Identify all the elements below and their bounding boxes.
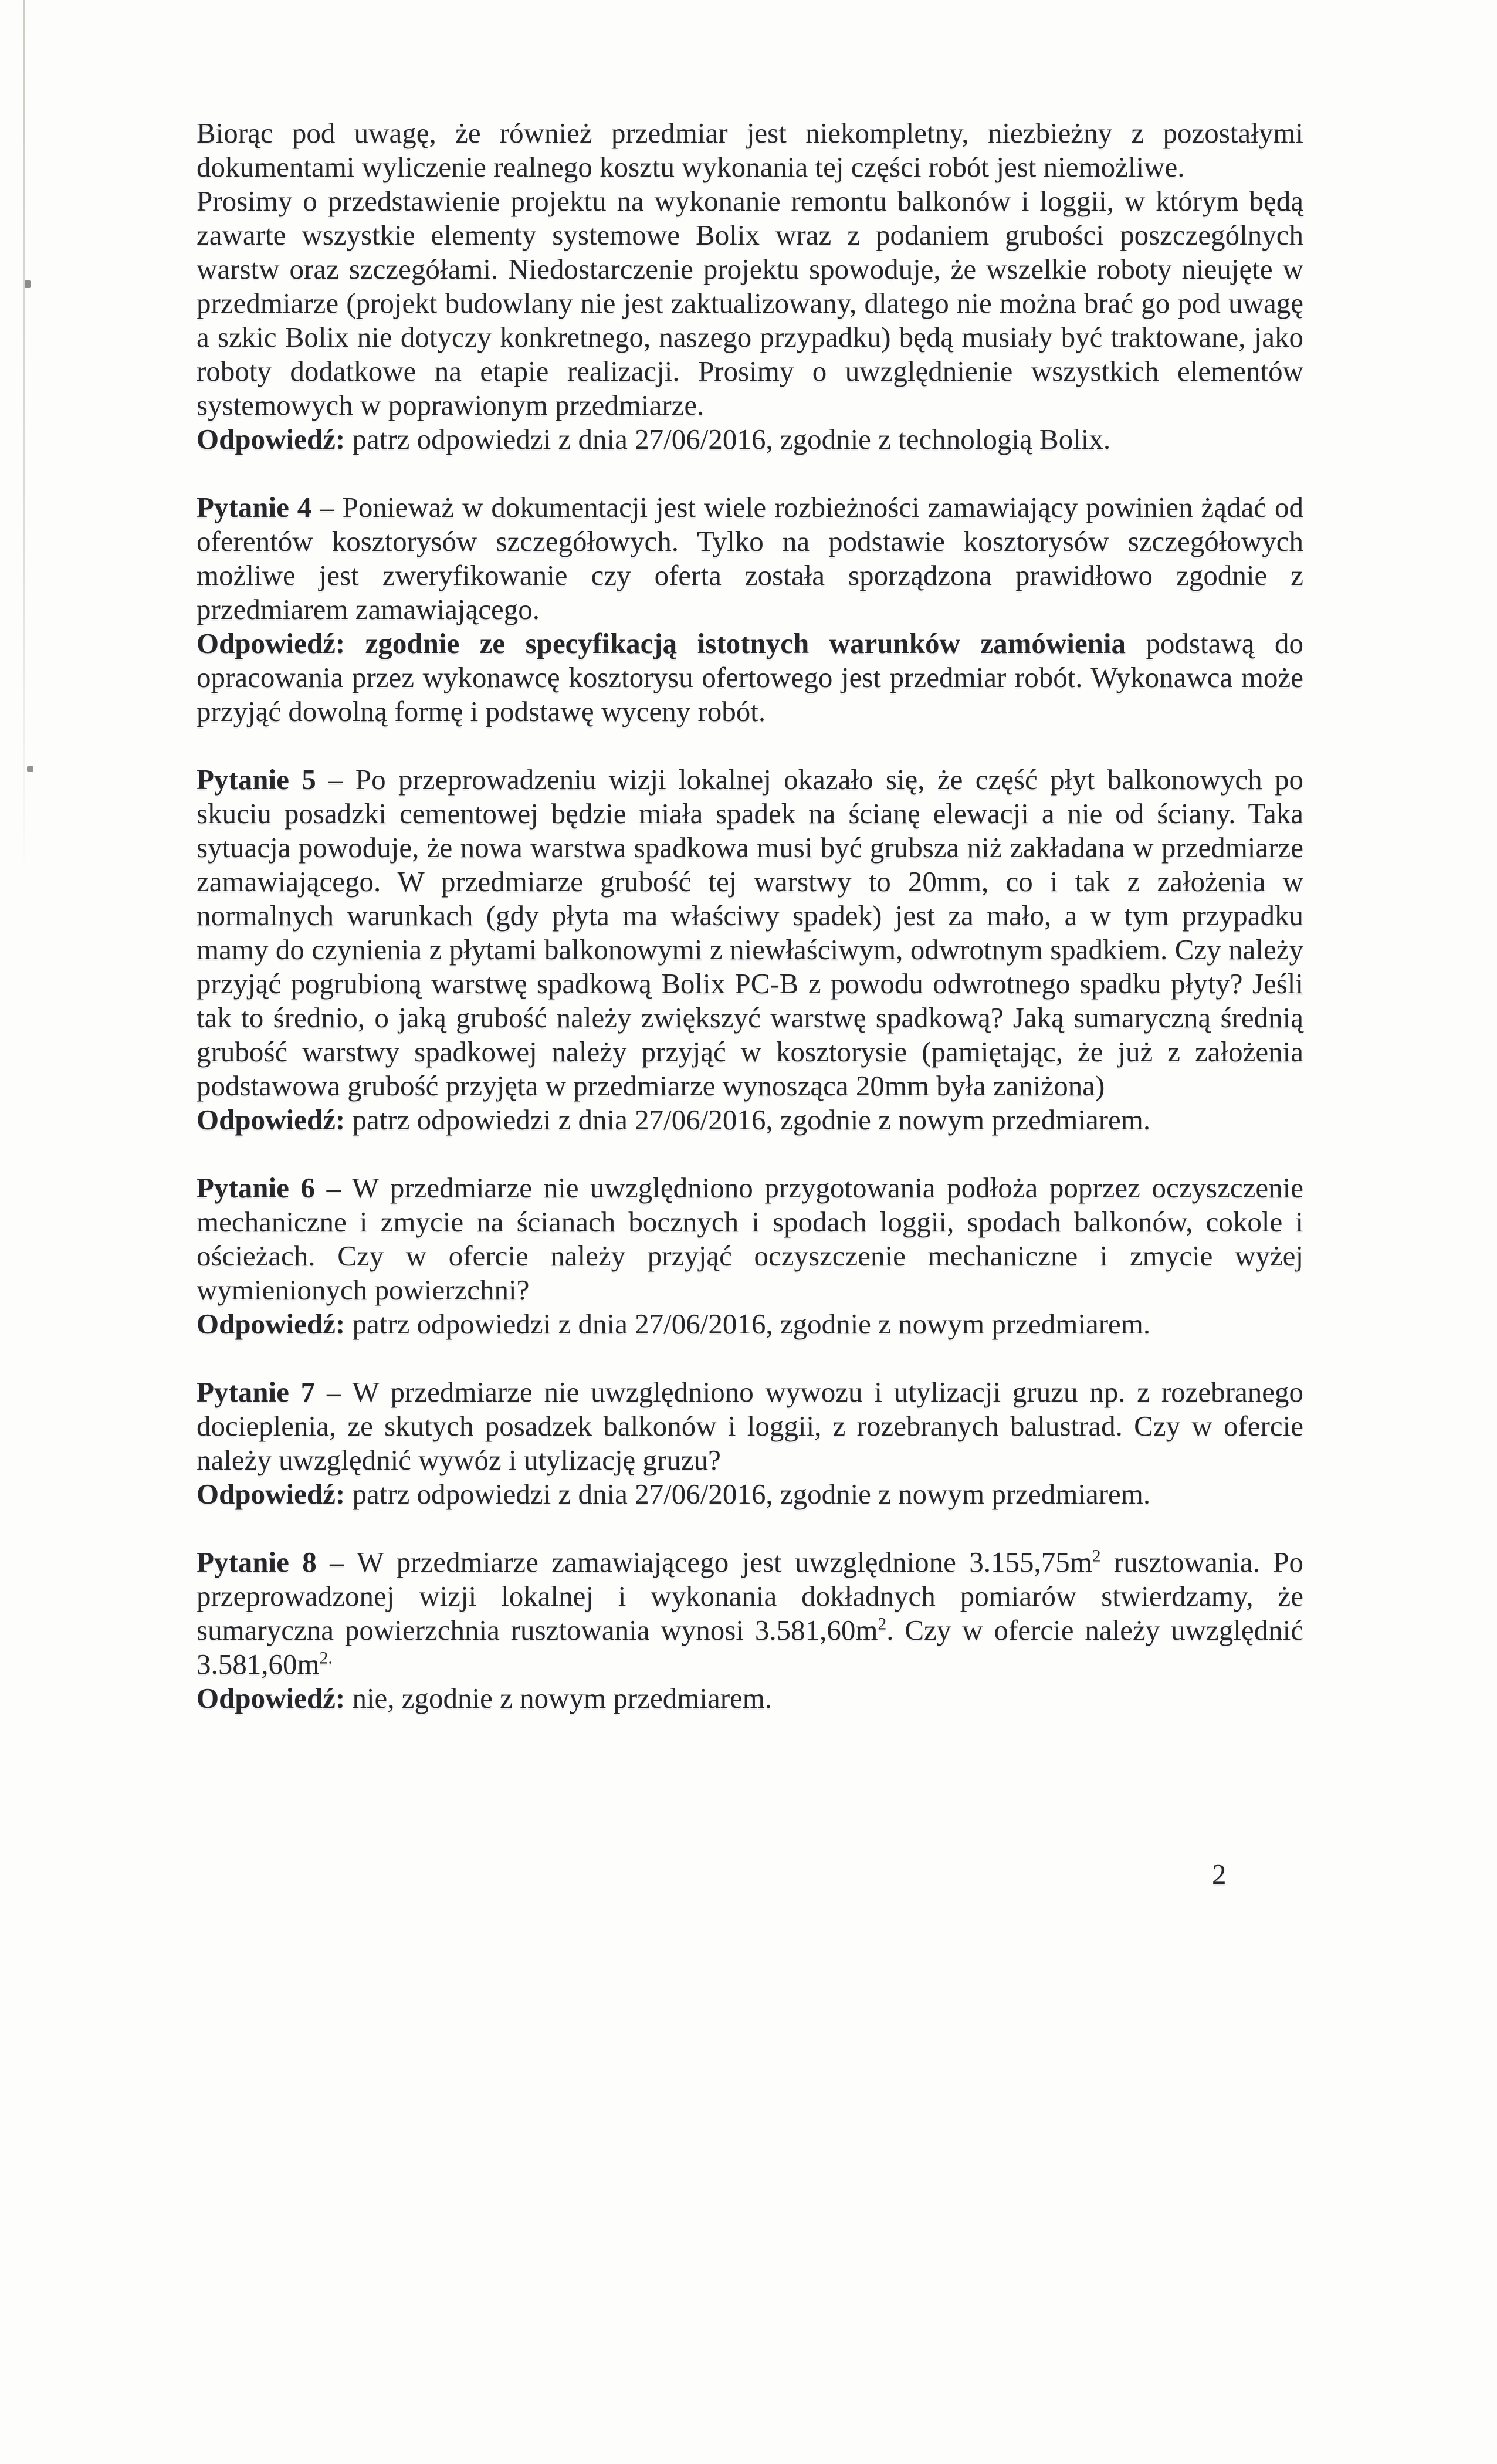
paragraph bbox=[197, 1103, 1303, 1137]
text-run: patrz odpowiedzi z dnia 27/06/2016, zgodnie z nowym przedmiarem. bbox=[345, 1104, 1151, 1136]
text-run: Pytanie 4 bbox=[197, 491, 312, 523]
paragraph bbox=[197, 1171, 1303, 1307]
text-run: Odpowiedź: bbox=[197, 1478, 346, 1510]
text-run: Odpowiedź: bbox=[197, 1104, 346, 1136]
scan-speck bbox=[25, 280, 31, 288]
paragraph bbox=[197, 1681, 1303, 1715]
text-run: – W przedmiarze nie uwzględniono wywozu i utylizacji gruzu np. z rozebranego docieplenia, ze skutych posadzek balkonów i loggii, z rozebranych balustrad. Czy w ofercie należy uwzględnić wywóz i utylizację gruzu? bbox=[197, 1376, 1303, 1476]
question-6 bbox=[197, 1171, 1303, 1341]
text-run: Pytanie 6 bbox=[197, 1172, 315, 1204]
text-run: Odpowiedź: zgodnie ze specyfikacją istotnych warunków zamówienia bbox=[197, 627, 1126, 659]
continuation-note bbox=[197, 116, 1303, 456]
scan-artifact-line bbox=[23, 0, 25, 880]
paragraph bbox=[197, 1307, 1303, 1341]
scan-speck bbox=[27, 766, 33, 772]
text-run: Odpowiedź: bbox=[197, 423, 346, 455]
paragraph bbox=[197, 490, 1303, 627]
text-run: – Ponieważ w dokumentacji jest wiele rozbieżności zamawiający powinien żądać od oferentów kosztorysów szczegółowych. Tylko na podstawie kosztorysów szczegółowych możliwe jest zweryfikowanie czy oferta została sporządzona prawidłowo zgodnie z przedmiarem zamawiającego. bbox=[197, 491, 1303, 625]
paragraph bbox=[197, 627, 1303, 729]
question-5 bbox=[197, 763, 1303, 1137]
text-run: patrz odpowiedzi z dnia 27/06/2016, zgodnie z nowym przedmiarem. bbox=[345, 1478, 1151, 1510]
text-run: 2 bbox=[1092, 1546, 1101, 1566]
text-run: . Czy w ofercie należy uwzględnić 3.581,60m bbox=[197, 1614, 1303, 1680]
text-run: patrz odpowiedzi z dnia 27/06/2016, zgodnie z technologią Bolix. bbox=[345, 423, 1111, 455]
text-run: rusztowania. Po przeprowadzonej wizji lokalnej i wykonania dokładnych pomiarów stwierdzamy, że sumaryczna powierzchnia rusztowania wynosi 3.581,60m bbox=[197, 1546, 1303, 1646]
question-8 bbox=[197, 1545, 1303, 1715]
text-run: Prosimy o przedstawienie projektu na wykonanie remontu balkonów i loggii, w którym będą zawarte wszystkie elementy systemowe Bolix wraz z podaniem grubości poszczególnych warstw oraz szczegółami. Niedostarczenie projektu spowoduje, że wszelkie roboty nieujęte w przedmiarze (projekt budowlany nie jest zaktualizowany, dlatego nie można brać go pod uwagę a szkic Bolix nie dotyczy konkretnego, naszego przypadku) będą musiały być traktowane, jako roboty dodatkowe na etapie realizacji. Prosimy o uwzględnienie wszystkich elementów systemowych w poprawionym przedmiarze. bbox=[197, 185, 1303, 421]
text-run: 2 bbox=[878, 1615, 887, 1634]
text-run: Pytanie 8 bbox=[197, 1546, 317, 1578]
text-run: Biorąc pod uwagę, że również przedmiar jest niekompletny, niezbieżny z pozostałymi dokumentami wyliczenie realnego kosztu wykonania tej części robót jest niemożliwe. bbox=[197, 117, 1303, 183]
text-run: Pytanie 7 bbox=[197, 1376, 316, 1408]
paragraph bbox=[197, 1477, 1303, 1511]
text-run: Odpowiedź: bbox=[197, 1682, 346, 1714]
text-run: 2. bbox=[319, 1649, 333, 1668]
paragraph bbox=[197, 1545, 1303, 1681]
question-7 bbox=[197, 1375, 1303, 1511]
text-run: – W przedmiarze zamawiającego jest uwzględnione 3.155,75m bbox=[316, 1546, 1092, 1578]
paragraph bbox=[197, 422, 1303, 456]
document-text bbox=[197, 116, 1303, 1715]
text-run: podstawą do opracowania przez wykonawcę kosztorysu ofertowego jest przedmiar robót. Wykonawca może przyjąć dowolną formę i podstawę wyceny robót. bbox=[197, 627, 1303, 727]
question-4 bbox=[197, 490, 1303, 729]
text-run: Odpowiedź: bbox=[197, 1308, 346, 1340]
text-run: Pytanie 5 bbox=[197, 763, 316, 796]
paragraph bbox=[197, 184, 1303, 422]
paragraph bbox=[197, 116, 1303, 184]
paragraph bbox=[197, 1375, 1303, 1477]
text-run: – Po przeprowadzeniu wizji lokalnej okazało się, że część płyt balkonowych po skuciu posadzki cementowej będzie miała spadek na ścianę elewacji a nie od ściany. Taka sytuacja powoduje, że nowa warstwa spadkowa musi być grubsza niż zakładana w przedmiarze zamawiającego. W przedmiarze grubość tej warstwy to 20mm, co i tak z założenia w normalnych warunkach (gdy płyta ma właściwy spadek) jest za mało, a w tym przypadku mamy do czynienia z płytami balkonowymi z niewłaściwym, odwrotnym spadkiem. Czy należy przyjąć pogrubioną warstwę spadkową Bolix PC-B z powodu odwrotnego spadku płyty? Jeśli tak to średnio, o jaką grubość należy zwiększyć warstwę spadkową? Jaką sumaryczną średnią grubość warstwy spadkowej należy przyjąć w kosztorysie (pamiętając, że już z założenia podstawowa grubość przyjęta w przedmiarze wynosząca 20mm była zaniżona) bbox=[197, 763, 1303, 1102]
text-run: nie, zgodnie z nowym przedmiarem. bbox=[345, 1682, 773, 1714]
paragraph bbox=[197, 763, 1303, 1103]
page-number: 2 bbox=[1212, 1858, 1227, 1890]
text-run: patrz odpowiedzi z dnia 27/06/2016, zgodnie z nowym przedmiarem. bbox=[345, 1308, 1151, 1340]
text-run: – W przedmiarze nie uwzględniono przygotowania podłoża poprzez oczyszczenie mechaniczne i zmycie na ścianach bocznych i spodach loggii, spodach balkonów, cokole i ościeżach. Czy w ofercie należy przyjąć oczyszczenie mechaniczne i zmycie wyżej wymienionych powierzchni? bbox=[197, 1172, 1303, 1306]
